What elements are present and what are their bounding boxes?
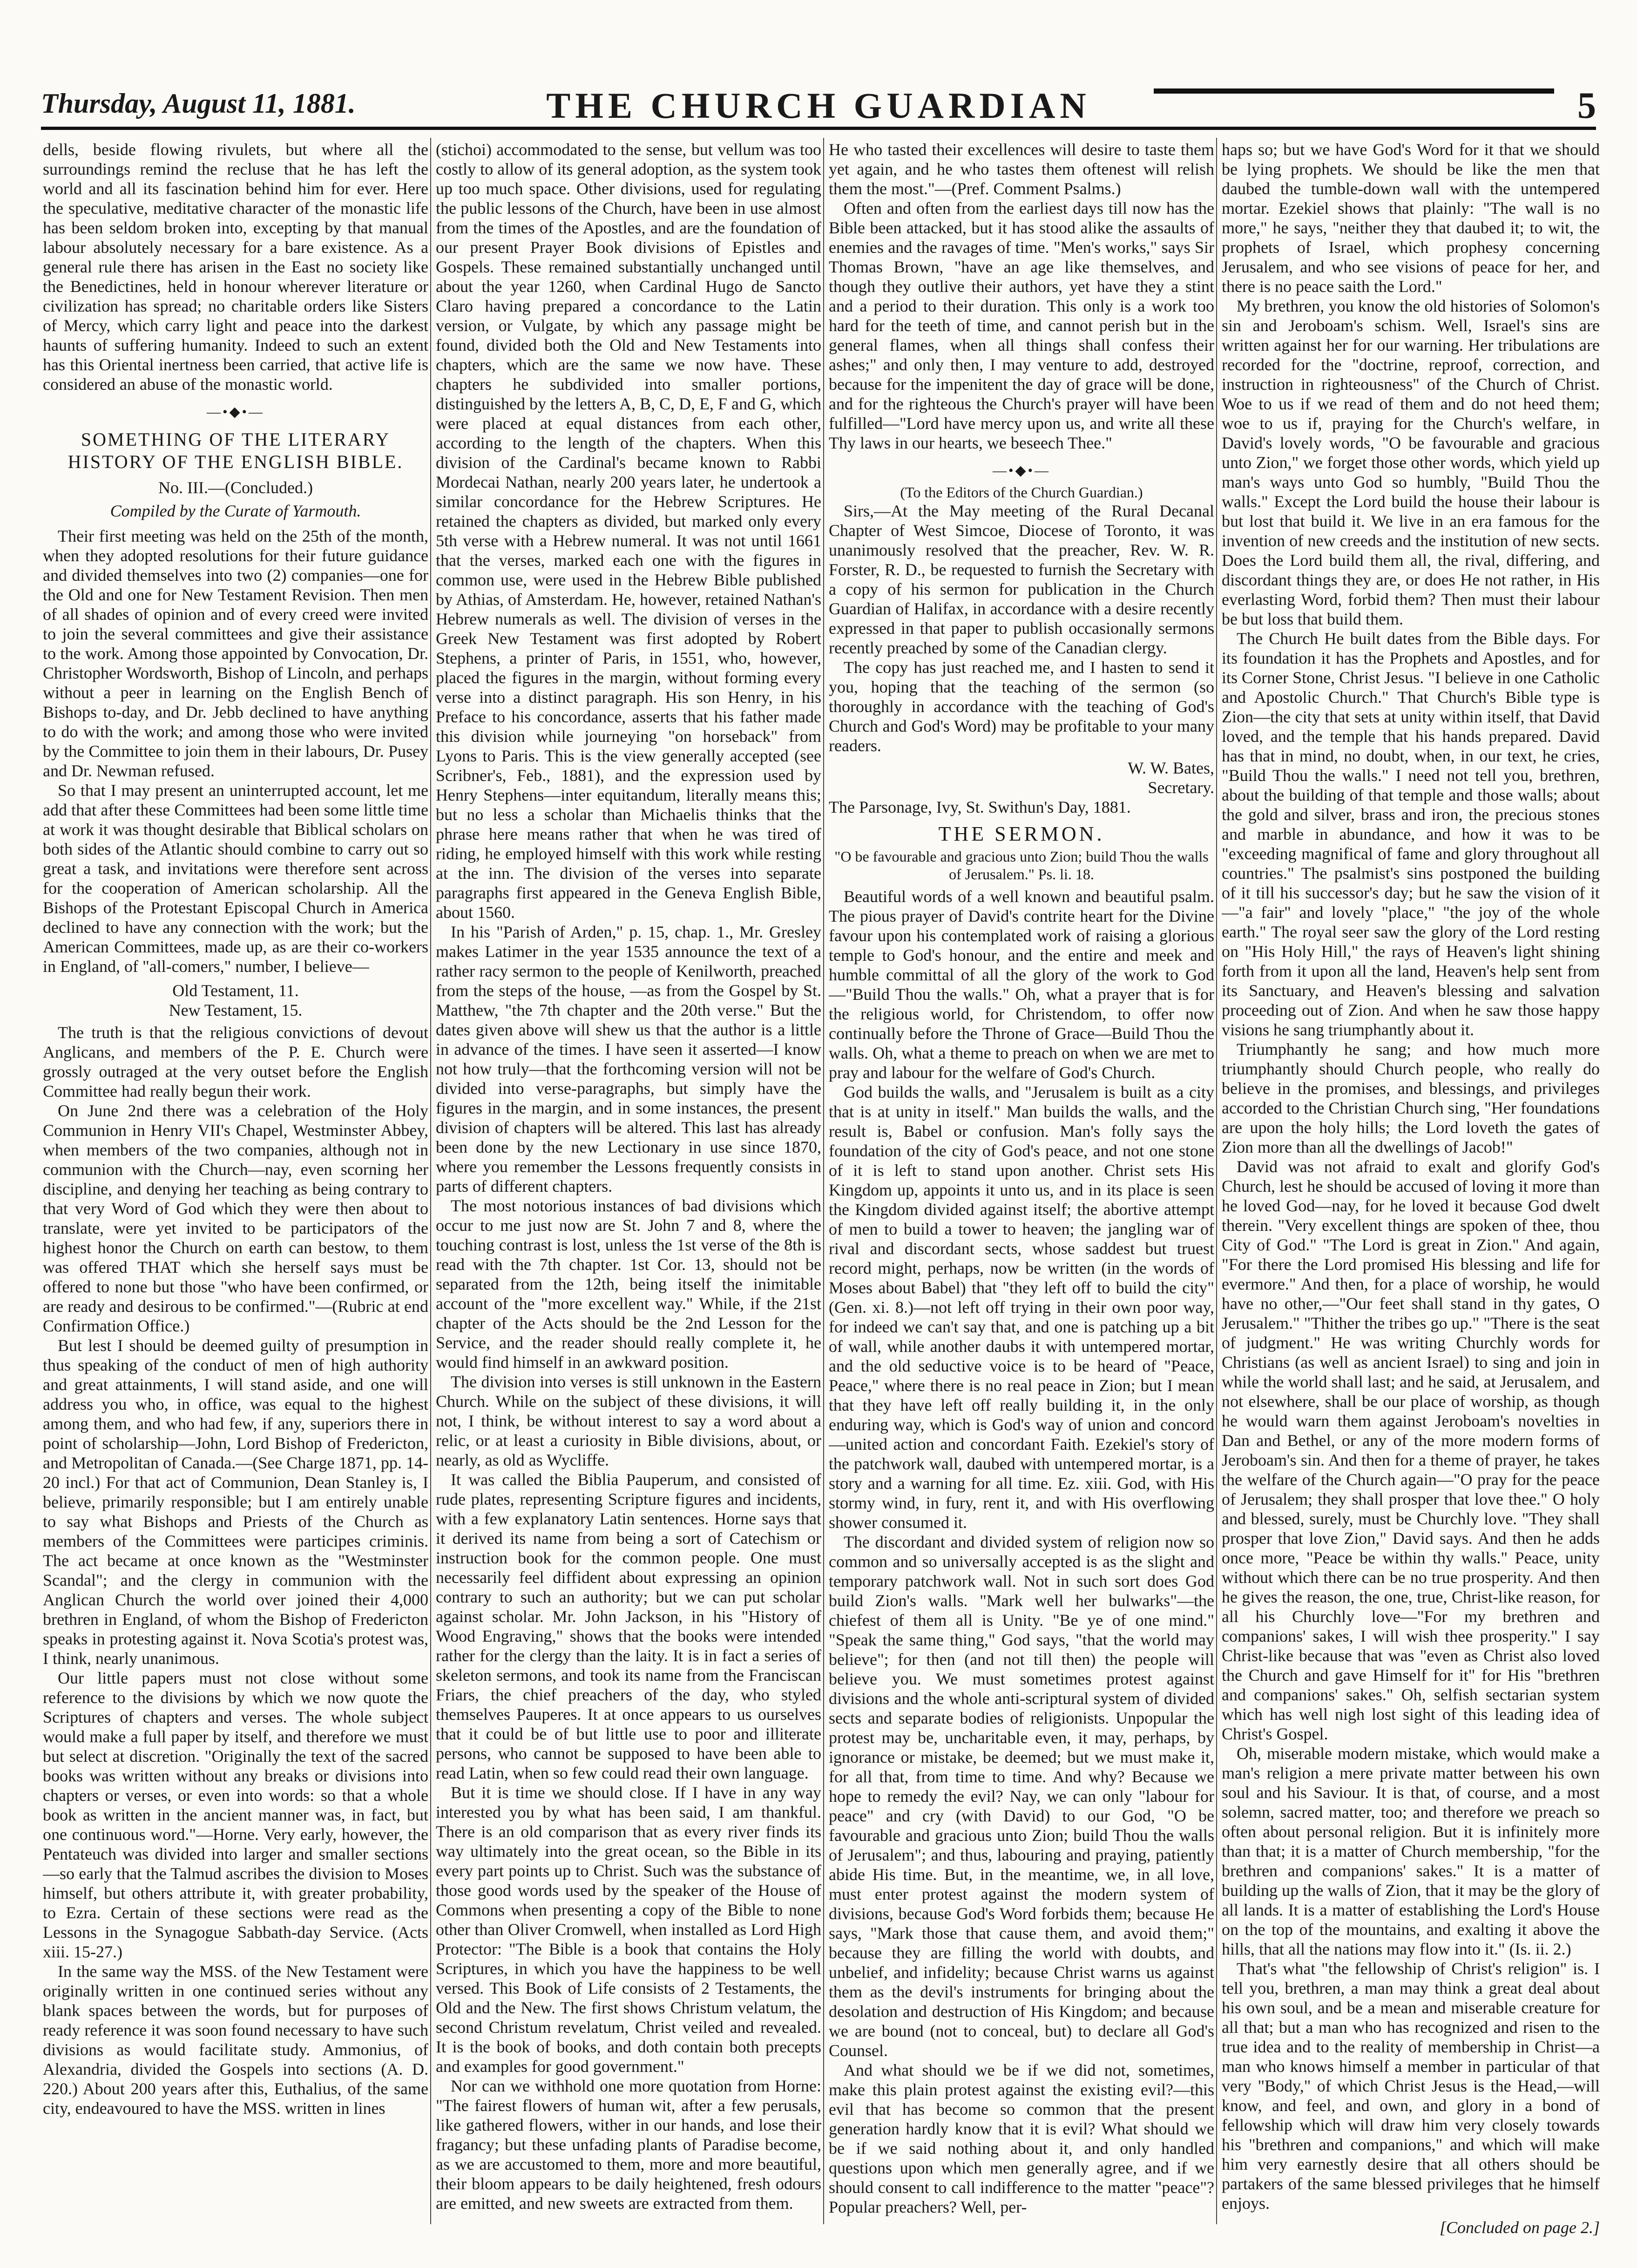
paragraph: Triumphantly he sang; and how much more triumphantly should Church people, who really do believe in the promises, and blessings, and privileges accorded to the Christian Church sing, "Her foundations are upon the holy hills; the Lord loveth the gates of Zion more than all the dwellings of Jacob!" xyxy=(1222,1040,1600,1156)
paragraph: Beautiful words of a well known and beautiful psalm. The pious prayer of David's contrite heart for the Divine favour upon his contemplated work of raising a glorious temple to God's honour, and the entire and meek and humble committal of all the glory of the work to God—"Build Thou the walls." Oh, what a prayer that is for the religious world, for Christendom, to offer now continually before the Throne of Grace—Build Thou the walls. Oh, what a theme to preach on when we are met to pray and labour for the welfare of God's Church. xyxy=(829,887,1214,1082)
paragraph: haps so; but we have God's Word for it that we should be lying prophets. We should be like the men that daubed the tumble-down wall with the untempered mortar. Ezekiel shows that plainly: "The wall is no more," he says, "neither they that daubed it; to wit, the prophets of Israel, which prophesy concerning Jerusalem, and who see visions of peace for her, and there is no peace saith the Lord." xyxy=(1222,140,1600,296)
masthead-rule xyxy=(41,127,1596,130)
issue-date: Thursday, August 11, 1881. xyxy=(41,88,356,119)
ornament-divider: —•◆•— xyxy=(206,404,265,420)
old-testament-count: Old Testament, 11. xyxy=(172,981,299,1000)
paragraph: Our little papers must not close without some reference to the divisions by which we now quote the Scriptures of chapters and verses. The whole subject would make a full paper by itself, and therefore we must but select at discretion. "Originally the text of the sacred books was written without any breaks or divisions into chapters or verses, or even into words: so that a whole book as written in the ancient manner was, in fact, but one continuous word."—Horne. Very early, however, the Pentateuch was divided into larger and smaller sections—so early that the Talmud ascribes the division to Moses himself, but others attribute it, with greater probability, to Ezra. Certain of these sections were read as the Lessons in the Synagogue Sabbath-day Service. (Acts xiii. 15-27.) xyxy=(43,1669,428,1961)
column-divider xyxy=(430,138,431,2224)
paragraph: The copy has just reached me, and I hasten to send it you, hoping that the teaching of the sermon (so thoroughly in accordance with the teaching of God's Church and God's Word) may be profitable to your many readers. xyxy=(829,658,1214,755)
paragraph: My brethren, you know the old histories of Solomon's sin and Jeroboam's schism. Well, Israel's sins are written against her for our warning. Her tribulations are recorded for the "doctrine, reproof, correction, and instruction in righteousness" of the Church of Christ. Woe to us if we read of them and do not heed them; woe to us if, praying for the Church's welfare, in David's lovely words, "O be favourable and gracious unto Zion," we forget those other words, which yield up man's ways unto God so humbly, "Build Thou the walls." Except the Lord build the house their labour is but lost that build it. We live in an era famous for the invention of new creeds and the institution of new sects. Does the Lord build them all, the rival, differing, and discordant things they are, or does He not rather, in His everlasting Word, forbid them? Then must their labour be but loss that build them. xyxy=(1222,297,1600,628)
paragraph: It was called the Biblia Pauperum, and consisted of rude plates, representing Scripture figures and incidents, with a few explanatory Latin sentences. Horne says that it derived its name from being a sort of Catechism or instruction book for the common people. One must necessarily feel diffident about expressing an opinion contrary to such an authority; but we can put scholar against scholar. Mr. John Jackson, in his "History of Wood Engraving," shows that the books were intended rather for the clergy than the laity. It is in fact a series of skeleton sermons, and took its name from the Franciscan Friars, the chief preachers of the day, who styled themselves Pauperes. It at once appears to us ourselves that it could be of but little use to poor and illiterate persons, who cannot be supposed to have been able to read Latin, when so few could read their own language. xyxy=(436,1470,821,1782)
paragraph: dells, beside flowing rivulets, but where all the surroundings remind the recluse that he has left the world and all its fascination behind him for ever. Here the speculative, meditative character of the monastic life has been seldom broken into, excepting by that manual labour absolutely necessary for a bare existence. As a general rule there has arisen in the East no society like the Benedictines, held in honour wherever literature or civilization has spread; no charitable orders like Sisters of Mercy, which carry light and peace into the darkest haunts of suffering humanity. Indeed to such an extent has this Oriental inertness been carried, that active life is considered an abuse of the monastic world. xyxy=(43,140,428,394)
paragraph: So that I may present an uninterrupted account, let me add that after these Committees had been some little time at work it was thought desirable that Biblical scholars on both sides of the Atlantic should combine to carry out so great a task, and invitations were therefore sent across for the cooperation of American scholarship. All the Bishops of the Protestant Episcopal Church in America declined to have any connection with the work; but the American Committees, made up, as are their co-workers in England, of "all-comers," number, I believe— xyxy=(43,781,428,976)
column-4 xyxy=(1222,140,1600,2245)
paragraph: God builds the walls, and "Jerusalem is built as a city that is at unity in itself." Man builds the walls, and the result is, Babel or confusion. Man's folly says the foundation of the city of God's peace, and not one stone of it is left to stand upon another. Christ sets His Kingdom up, appoints it unto us, and in its place is seen the Kingdom divided against itself; the abortive attempt of men to build a tower to heaven; the jangling war of rival and discordant sects, whose saddest but truest record might, perhaps, now be written (in the words of Moses about Babel) that "they left off to build the city" (Gen. xi. 8.)—not left off trying in their own poor way, for indeed we can't say that, and one is patching up a bit of wall, while another daubs it with untempered mortar, and the old seductive voice is to be heard of "Peace, Peace," where there is no real peace in Zion; but I mean that they have left off really building it, in the only enduring way, which is God's way of union and concord—united action and concordant Faith. Ezekiel's story of the patchwork wall, daubed with untempered mortar, is a story and a warning for all time. Ez. xiii. God, with His stormy wind, in fury, rent it, and with His overflowing shower consumed it. xyxy=(829,1083,1214,1532)
paragraph: That's what "the fellowship of Christ's religion" is. I tell you, brethren, a man may think a great deal about his own soul, and be a mean and miserable creature for all that; but a man who has recognized and risen to the true idea and to the reality of membership in Christ—a man who knows himself a member in particular of that very "Body," of which Christ Jesus is the Head,—will know, and feel, and own, and glory in a bond of fellowship which will draw him very closely towards his "brethren and companions," and which will make him very earnestly desire that all others should be partakers of the same blessed privileges that he himself enjoys. xyxy=(1222,1959,1600,2213)
paragraph: The truth is that the religious convictions of devout Anglicans, and members of the P. E. Church were grossly outraged at the very outset before the English Committee had really begun their work. xyxy=(43,1023,428,1100)
page-number: 5 xyxy=(1577,85,1596,126)
paragraph: Nor can we withhold one more quotation from Horne: "The fairest flowers of human wit, after a few perusals, like gathered flowers, wither in our hands, and lose their fragancy; but these unfading plants of Paradise become, as we are accustomed to them, more and more beautiful, their bloom appears to be daily heightened, fresh odours are emitted, and new sweets are extracted from them. xyxy=(436,2077,821,2213)
paragraph: The division into verses is still unknown in the Eastern Church. While on the subject of these divisions, it will not, I think, be without interest to say a word about a relic, or at least a curiosity in Bible divisions, about, or nearly, as old as Wycliffe. xyxy=(436,1372,821,1469)
article-byline: Compiled by the Curate of Yarmouth. xyxy=(110,502,361,520)
paragraph: Their first meeting was held on the 25th of the month, when they adopted resolutions for their future guidance and divided themselves into two (2) companies—one for the Old and one for New Testament Revision. Then men of all shades of opinion and of every creed were invited to join the several committees and give their assistance to the work. Among those appointed by Convocation, Dr. Christopher Wordsworth, Bishop of Lincoln, and perhaps without a peer in learning on the English Bench of Bishops to-day, and Dr. Jebb declined to have anything to do with the work; and among those who were invited by the Committee to join them in their labours, Dr. Pusey and Dr. Newman refused. xyxy=(43,527,428,780)
paragraph: On June 2nd there was a celebration of the Holy Communion in Henry VII's Chapel, Westminster Abbey, when members of the two companies, although not in communion with the Church—nay, even scorning her discipline, and denying her teaching as being contrary to that very Word of God which they were then about to translate, were yet invited to be participators of the highest honor the Church on earth can bestow, to them was offered THAT which she herself says must be offered to none but those "who have been confirmed, or are ready and desirous to be confirmed."—(Rubric at end Confirmation Office.) xyxy=(43,1101,428,1335)
newspaper-title: THE CHURCH GUARDIAN xyxy=(546,85,1091,126)
article-number: No. III.—(Concluded.) xyxy=(158,478,313,497)
column-divider xyxy=(823,138,824,2224)
column-1 xyxy=(43,140,428,2245)
column-2 xyxy=(436,140,821,2245)
paragraph: Often and often from the earliest days till now has the Bible been attacked, but it has stood alike the assaults of enemies and the ravages of time. "Men's works," says Sir Thomas Brown, "have an age like themselves, and though they outlive their authors, yet have they a stint and a period to their duration. This only is a work too hard for the teeth of time, and cannot perish but in the general flames, when all things shall confess their ashes;" and only then, I may venture to add, destroyed because for the impenitent the day of grace will be done, and for the righteous the Church's prayer will have been fulfilled—"Lord have mercy upon us, and write all these Thy laws in our hearts, we beseech Thee." xyxy=(829,199,1214,452)
paragraph: In the same way the MSS. of the New Testament were originally written in one continued series without any blank spaces between the words, but for purposes of ready reference it was soon found necessary to have such divisions as would facilitate study. Ammonius, of Alexandria, divided the Gospels into sections (A. D. 220.) About 200 years after this, Euthalius, of the same city, endeavoured to have the MSS. written in lines xyxy=(43,1962,428,2118)
article-heading: SOMETHING OF THE LITERARY HISTORY OF THE ENGLISH BIBLE. xyxy=(68,429,404,472)
paragraph: He who tasted their excellences will desire to taste them yet again, and he who tastes them oftenest will relish them the most."—(Pref. Comment Psalms.) xyxy=(829,140,1214,198)
ornament-divider: —•◆•— xyxy=(992,463,1051,478)
letter-signature-title: Secretary. xyxy=(1148,778,1214,797)
letter-signature: W. W. Bates, xyxy=(1128,759,1214,777)
new-testament-count: New Testament, 15. xyxy=(169,1001,303,1019)
sermon-text: "O be favourable and gracious unto Zion; build Thou the walls of Jerusalem." Ps. li. 18. xyxy=(834,848,1209,883)
paragraph: The Church He built dates from the Bible days. For its foundation it has the Prophets and Apostles, and for its Corner Stone, Christ Jesus. "I believe in one Catholic and Apostolic Church." That Church's Bible type is Zion—the city that sets at unity within itself, that David loved, and the temple that his hands prepared. David has that in mind, no doubt, when, in our text, he cries, "Build Thou the walls." I need not tell you, brethren, about the building of that temple and those walls; about the gold and silver, brass and iron, the precious stones and marble in abundance, and how it was to be "exceeding magnifical of fame and glory throughout all countries." The psalmist's sins postponed the building of it till his successor's day; but he saw the vision of it—"a fair" and lovely "place," "the joy of the whole earth." The royal seer saw the glory of the Lord resting on "His Holy Hill," the rays of Heaven's light shining forth from it upon all the land, Heaven's help sent from its Sanctuary, and Heaven's blessing and salvation proceeding out of Zion. And when he saw those happy visions he sang triumphantly about it. xyxy=(1222,629,1600,1039)
column-3 xyxy=(829,140,1214,2245)
sermon-heading: THE SERMON. xyxy=(938,822,1105,845)
paragraph: And what should we be if we did not, sometimes, make this plain protest against the existing evil?—this evil that has become so common that the present generation hardly know that it is evil? What should we be if we said nothing about it, and only handled questions upon which men generally agree, and if we should consent to call indifference to the matter "peace"? Popular preachers? Well, per- xyxy=(829,2061,1214,2216)
paragraph: In his "Parish of Arden," p. 15, chap. 1., Mr. Gresley makes Latimer in the year 1535 announce the text of a rather racy sermon to the people of Kenilworth, preached from the steps of the house, —as from the Gospel by St. Matthew, "the 7th chapter and the 20th verse." But the dates given above will shew us that the author is a little in advance of the times. I have seen it asserted—I know not how truly—that the forthcoming version will not be divided into verse-paragraphs, but simply have the figures in the margin, and in some instances, the present division of chapters will be altered. This last has already been done by the new Lectionary in use since 1870, where you remember the Lessons frequently consists in parts of different chapters. xyxy=(436,923,821,1195)
paragraph: The discordant and divided system of religion now so common and so universally accepted is as the slight and temporary patchwork wall. Not in such sort does God build Zion's walls. "Mark well her bulwarks"—the chiefest of them all is Unity. "Be ye of one mind." "Speak the same thing," God says, "that the world may believe"; for then (and not till then) the people will believe you. We must sometimes protest against divisions and the whole anti-scriptural system of divided sects and separate bodies of religionists. Unpopular the protest may be, uncharitable even, it may, perhaps, by ignorance or mistake, be deemed; but we must make it, for all that, from time to time. And why? Because we hope to remedy the evil? Nay, we can only "labour for peace" and cry (with David) to our God, "O be favourable and gracious unto Zion; build Thou the walls of Jerusalem"; and thus, labouring and praying, patiently abide His time. But, in the meantime, we, in all love, must enter protest against the modern system of divisions, because God's Word forbids them; because He says, "Mark those that cause them, and avoid them;" because they are filling the world with doubts, and unbelief, and infidelity; because Christ warns us against them as the devil's instruments for bringing about the desolation and destruction of His Kingdom; and because we are bound (not to conceal, but) to declare all God's Counsel. xyxy=(829,1533,1214,2060)
masthead xyxy=(41,85,1596,128)
paragraph: The most notorious instances of bad divisions which occur to me just now are St. John 7 and 8, where the touching contrast is lost, unless the 1st verse of the 8th is read with the 7th chapter. 1st Cor. 13, should not be separated from the 12th, being itself the inimitable account of the "more excellent way." While, if the 21st chapter of the Acts should be the 2nd Lesson for the Service, and the reader should really complete it, he would find himself in an awkward position. xyxy=(436,1196,821,1372)
column-divider xyxy=(1216,138,1217,2224)
letter-place-date: The Parsonage, Ivy, St. Swithun's Day, 1881. xyxy=(829,798,1131,816)
paragraph: But it is time we should close. If I have in any way interested you by what has been said, I am thankful. There is an old comparison that as every river finds its way ultimately into the great ocean, so the Bible in its every part points up to Christ. Such was the substance of those good words used by the speaker of the House of Commons when presenting a copy of the Bible to none other than Oliver Cromwell, when installed as Lord High Protector: "The Bible is a book that contains the Holy Scriptures, in which you have the happiness to be well versed. This Book of Life consists of 2 Testaments, the Old and the New. The first shows Christum velatum, the second Christum revelatum, Christ veiled and revealed. It is the book of books, and doth contain both precepts and examples for good government." xyxy=(436,1783,821,2076)
paragraph: Sirs,—At the May meeting of the Rural Decanal Chapter of West Simcoe, Diocese of Toronto, it was unanimously resolved that the preacher, Rev. W. R. Forster, R. D., be requested to furnish the Secretary with a copy of his sermon for publication in the Church Guardian of Halifax, in accordance with a desire recently expressed in that paper to publish occasionally sermons recently preached by some of the Canadian clergy. xyxy=(829,502,1214,657)
paragraph: David was not afraid to exalt and glorify God's Church, lest he should be accused of loving it more than he loved God—nay, for he loved it because God dwelt therein. "Very excellent things are spoken of thee, thou City of God." "The Lord is great in Zion." And again, "For there the Lord promised His blessing and life for evermore." And then, for a place of worship, he would have no other,—"Our feet shall stand in thy gates, O Jerusalem." "Thither the tribes go up." "There is the seat of judgment." He was writing Churchly words for Christians (as well as ancient Israel) to sing and join in while the world shall last; and he said, at Jerusalem, and not elsewhere, shall be our place of worship, as though he would warn them against Jeroboam's novelties in Dan and Bethel, or any of the more modern forms of Jeroboam's sin. And then for a theme of prayer, he takes the welfare of the Church again—"O pray for the peace of Jerusalem; they shall prosper that love thee." O holy and blessed, surely, must be Churchly love. "They shall prosper that love Zion," David says. And then he adds once more, "Peace be within thy walls." Peace, unity without which there can be no true prosperity. And then he gives the reason, the one, true, Christ-like reason, for all his Churchly love—"For my brethren and companions' sakes, I will wish thee prosperity." I say Christ-like because that was "even as Christ also loved the Church and gave Himself for it" for His "brethren and companions' sakes." Oh, selfish sectarian system which has well nigh lost sight of this leading idea of Christ's Gospel. xyxy=(1222,1157,1600,1743)
paragraph: Oh, miserable modern mistake, which would make a man's religion a mere private matter between his own soul and his Saviour. It is that, of course, and a most solemn, sacred matter, too; and therefore we preach so often about personal religion. But it is infinitely more than that; it is a matter of Church membership, "for the brethren and companions' sakes." It is a matter of building up the walls of Zion, that it may be the glory of all lands. It is a matter of establishing the Lord's House on the top of the mountains, and exalting it above the hills, that all the nations may flow into it." (Is. ii. 2.) xyxy=(1222,1744,1600,1958)
paragraph: (stichoi) accommodated to the sense, but vellum was too costly to allow of its general adoption, as the system took up too much space. Other divisions, used for regulating the public lessons of the Church, have been in use almost from the times of the Apostles, and are the foundation of our present Prayer Book divisions of Epistles and Gospels. These remained substantially unchanged until about the year 1260, when Cardinal Hugo de Sancto Claro having prepared a concordance to the Latin version, or Vulgate, by which any passage might be found, divided both the Old and New Testaments into chapters, which are the same we now have. These chapters he subdivided into smaller portions, distinguished by the letters A, B, C, D, E, F and G, which were placed at equal distances from each other, according to the length of the chapters. When this division of the Cardinal's became known to Rabbi Mordecai Nathan, nearly 200 years later, he undertook a similar concordance for the Hebrew Scriptures. He retained the chapters as divided, but marked only every 5th verse with a Hebrew numeral. It was not until 1661 that the verses, marked each one with the figures in common use, were used in the Hebrew Bible published by Athias, of Amsterdam. He, however, retained Nathan's Hebrew numerals as well. The division of verses in the Greek New Testament was first adopted by Robert Stephens, a printer of Paris, in 1551, who, however, placed the figures in the margin, without forming every verse into a distinct paragraph. His son Henry, in his Preface to his concordance, asserts that his father made this division while journeying "on horseback" from Lyons to Paris. This is the view generally accepted (see Scribner's, Feb., 1881), and the expression used by Henry Stephens—inter equitandum, literally means this; but no less a scholar than Michaelis thinks that the phrase here means rather that when he was tired of riding, he employed himself with this work while resting at the inn. The division of the verses into separate paragraphs first appeared in the Geneva English Bible, about 1560. xyxy=(436,140,821,922)
paragraph: But lest I should be deemed guilty of presumption in thus speaking of the conduct of men of high authority and great attainments, I will stand aside, and one will address you who, in office, was equal to the highest among them, and who had few, if any, superiors there in point of scholarship—John, Lord Bishop of Fredericton, and Metropolitan of Canada.—(See Charge 1871, pp. 14-20 incl.) For that act of Communion, Dean Stanley is, I believe, primarily responsible; but I am entirely unable to say what Bishops and Priests of the Church as members of the Committees were participes criminis. The act became at once known as the "Westminster Scandal"; and the clergy in communion with the Anglican Church the world over joined their 4,000 brethren in England, of whom the Bishop of Fredericton speaks in protesting against it. Nova Scotia's protest was, I think, nearly unanimous. xyxy=(43,1336,428,1668)
letter-heading: (To the Editors of the Church Guardian.) xyxy=(900,484,1143,501)
continuation-note: [Concluded on page 2.] xyxy=(1440,2218,1600,2237)
